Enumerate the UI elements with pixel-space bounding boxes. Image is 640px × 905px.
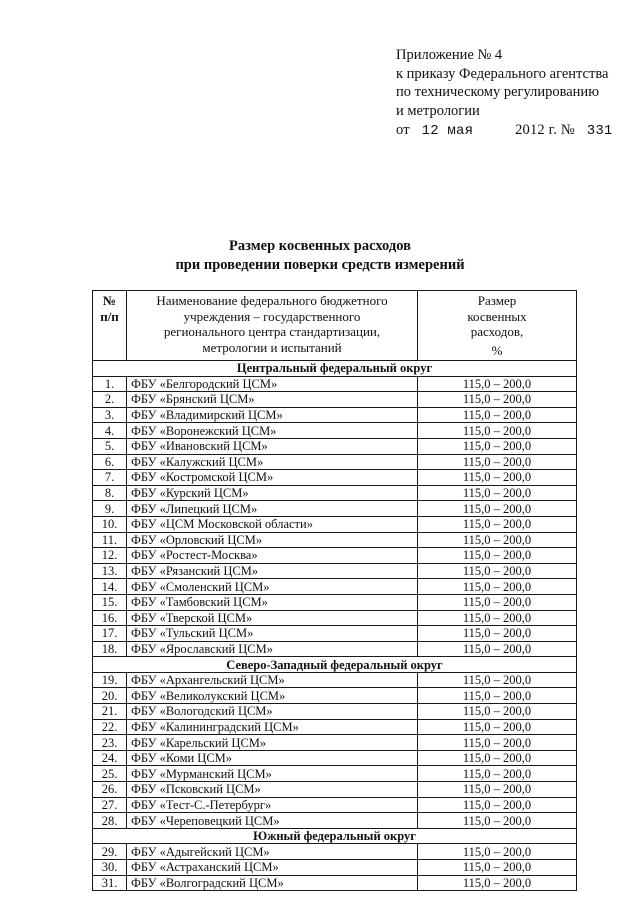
cost-range: 115,0 – 200,0 xyxy=(418,579,577,595)
institution-name: ФБУ «Ярославский ЦСМ» xyxy=(127,641,418,657)
row-number: 18. xyxy=(93,641,127,657)
cost-range: 115,0 – 200,0 xyxy=(418,470,577,486)
appendix-line: к приказу Федерального агентства xyxy=(396,65,609,82)
cost-range: 115,0 – 200,0 xyxy=(418,704,577,720)
row-number: 20. xyxy=(93,688,127,704)
cost-range: 115,0 – 200,0 xyxy=(418,501,577,517)
row-number: 13. xyxy=(93,563,127,579)
cost-range: 115,0 – 200,0 xyxy=(418,563,577,579)
order-date-line xyxy=(396,121,613,141)
cost-range: 115,0 – 200,0 xyxy=(418,516,577,532)
table-row xyxy=(93,579,577,595)
document-title xyxy=(0,237,640,275)
row-number: 25. xyxy=(93,766,127,782)
institution-name: ФБУ «Ивановский ЦСМ» xyxy=(127,438,418,454)
row-number: 8. xyxy=(93,485,127,501)
date-day-month: 12 мая xyxy=(421,123,474,139)
table-body xyxy=(93,361,577,891)
cost-range: 115,0 – 200,0 xyxy=(418,875,577,891)
row-number: 11. xyxy=(93,532,127,548)
row-number: 24. xyxy=(93,750,127,766)
title-line-2: при проведении поверки средств измерений xyxy=(175,257,465,273)
table-header-row xyxy=(93,291,577,361)
row-number: 29. xyxy=(93,844,127,860)
table-row xyxy=(93,563,577,579)
institution-name: ФБУ «Воронежский ЦСМ» xyxy=(127,423,418,439)
row-number: 7. xyxy=(93,470,127,486)
row-number: 26. xyxy=(93,782,127,798)
cost-range: 115,0 – 200,0 xyxy=(418,641,577,657)
table-row xyxy=(93,735,577,751)
row-number: 2. xyxy=(93,392,127,408)
appendix-line: и метрологии xyxy=(396,102,480,119)
section-row xyxy=(93,828,577,844)
table-row xyxy=(93,594,577,610)
cost-range: 115,0 – 200,0 xyxy=(418,532,577,548)
institution-name: ФБУ «Псковский ЦСМ» xyxy=(127,782,418,798)
section-title: Северо-Западный федеральный округ xyxy=(93,657,577,673)
date-year: 2012 г. № xyxy=(515,122,575,138)
institution-name: ФБУ «Тверской ЦСМ» xyxy=(127,610,418,626)
institution-name: ФБУ «Астраханский ЦСМ» xyxy=(127,860,418,876)
cost-range: 115,0 – 200,0 xyxy=(418,438,577,454)
header-value: Размер косвенных расходов, % xyxy=(418,291,577,361)
institution-name: ФБУ «ЦСМ Московской области» xyxy=(127,516,418,532)
row-number: 3. xyxy=(93,407,127,423)
cost-range: 115,0 – 200,0 xyxy=(418,548,577,564)
row-number: 21. xyxy=(93,704,127,720)
table-row xyxy=(93,423,577,439)
cost-range: 115,0 – 200,0 xyxy=(418,813,577,829)
cost-range: 115,0 – 200,0 xyxy=(418,423,577,439)
institution-name: ФБУ «Курский ЦСМ» xyxy=(127,485,418,501)
cost-range: 115,0 – 200,0 xyxy=(418,860,577,876)
cost-range: 115,0 – 200,0 xyxy=(418,766,577,782)
row-number: 12. xyxy=(93,548,127,564)
table-row xyxy=(93,860,577,876)
cost-range: 115,0 – 200,0 xyxy=(418,797,577,813)
cost-range: 115,0 – 200,0 xyxy=(418,672,577,688)
table-row xyxy=(93,672,577,688)
institution-name: ФБУ «Мурманский ЦСМ» xyxy=(127,766,418,782)
cost-range: 115,0 – 200,0 xyxy=(418,392,577,408)
table-row xyxy=(93,844,577,860)
row-number: 27. xyxy=(93,797,127,813)
table-row xyxy=(93,501,577,517)
table-row xyxy=(93,438,577,454)
cost-range: 115,0 – 200,0 xyxy=(418,594,577,610)
order-number: 331 xyxy=(586,123,613,139)
cost-range: 115,0 – 200,0 xyxy=(418,719,577,735)
row-number: 28. xyxy=(93,813,127,829)
table-row xyxy=(93,782,577,798)
institution-name: ФБУ «Тульский ЦСМ» xyxy=(127,626,418,642)
row-number: 22. xyxy=(93,719,127,735)
table-row xyxy=(93,392,577,408)
institution-name: ФБУ «Владимирский ЦСМ» xyxy=(127,407,418,423)
row-number: 30. xyxy=(93,860,127,876)
table-row xyxy=(93,688,577,704)
cost-range: 115,0 – 200,0 xyxy=(418,407,577,423)
row-number: 14. xyxy=(93,579,127,595)
table-row xyxy=(93,470,577,486)
row-number: 15. xyxy=(93,594,127,610)
section-title: Центральный федеральный округ xyxy=(93,361,577,377)
appendix-block xyxy=(396,46,613,141)
row-number: 17. xyxy=(93,626,127,642)
cost-range: 115,0 – 200,0 xyxy=(418,626,577,642)
table-row xyxy=(93,766,577,782)
row-number: 5. xyxy=(93,438,127,454)
section-title: Южный федеральный округ xyxy=(93,828,577,844)
table-row xyxy=(93,875,577,891)
table-row xyxy=(93,548,577,564)
institution-name: ФБУ «Тест-С.-Петербург» xyxy=(127,797,418,813)
row-number: 6. xyxy=(93,454,127,470)
institution-name: ФБУ «Рязанский ЦСМ» xyxy=(127,563,418,579)
institution-name: ФБУ «Адыгейский ЦСМ» xyxy=(127,844,418,860)
table-row xyxy=(93,485,577,501)
institution-name: ФБУ «Калужский ЦСМ» xyxy=(127,454,418,470)
indirect-costs-table xyxy=(92,290,577,891)
cost-range: 115,0 – 200,0 xyxy=(418,688,577,704)
institution-name: ФБУ «Брянский ЦСМ» xyxy=(127,392,418,408)
table-row xyxy=(93,797,577,813)
institution-name: ФБУ «Карельский ЦСМ» xyxy=(127,735,418,751)
appendix-line: Приложение № 4 xyxy=(396,47,503,63)
table-row xyxy=(93,719,577,735)
cost-range: 115,0 – 200,0 xyxy=(418,454,577,470)
section-row xyxy=(93,361,577,377)
table-row xyxy=(93,704,577,720)
table-row xyxy=(93,610,577,626)
row-number: 16. xyxy=(93,610,127,626)
section-row xyxy=(93,657,577,673)
institution-name: ФБУ «Архангельский ЦСМ» xyxy=(127,672,418,688)
row-number: 23. xyxy=(93,735,127,751)
cost-range: 115,0 – 200,0 xyxy=(418,782,577,798)
institution-name: ФБУ «Смоленский ЦСМ» xyxy=(127,579,418,595)
table-row xyxy=(93,532,577,548)
institution-name: ФБУ «Коми ЦСМ» xyxy=(127,750,418,766)
appendix-line: по техническому регулированию xyxy=(396,84,600,100)
cost-range: 115,0 – 200,0 xyxy=(418,610,577,626)
header-name: Наименование федерального бюджетного учреждения – государственного регионального центра стандартизации, метрологии и испытаний xyxy=(127,291,418,361)
table-row xyxy=(93,750,577,766)
institution-name: ФБУ «Костромской ЦСМ» xyxy=(127,470,418,486)
cost-range: 115,0 – 200,0 xyxy=(418,844,577,860)
cost-range: 115,0 – 200,0 xyxy=(418,376,577,392)
institution-name: ФБУ «Белгородский ЦСМ» xyxy=(127,376,418,392)
institution-name: ФБУ «Вологодский ЦСМ» xyxy=(127,704,418,720)
institution-name: ФБУ «Ростест-Москва» xyxy=(127,548,418,564)
table-row xyxy=(93,626,577,642)
row-number: 9. xyxy=(93,501,127,517)
institution-name: ФБУ «Череповецкий ЦСМ» xyxy=(127,813,418,829)
cost-range: 115,0 – 200,0 xyxy=(418,735,577,751)
row-number: 19. xyxy=(93,672,127,688)
table-row xyxy=(93,454,577,470)
institution-name: ФБУ «Липецкий ЦСМ» xyxy=(127,501,418,517)
row-number: 31. xyxy=(93,875,127,891)
institution-name: ФБУ «Волгоградский ЦСМ» xyxy=(127,875,418,891)
title-line-1: Размер косвенных расходов xyxy=(229,238,411,254)
cost-range: 115,0 – 200,0 xyxy=(418,485,577,501)
table-row xyxy=(93,813,577,829)
table-row xyxy=(93,641,577,657)
row-number: 1. xyxy=(93,376,127,392)
cost-range: 115,0 – 200,0 xyxy=(418,750,577,766)
table-row xyxy=(93,376,577,392)
row-number: 10. xyxy=(93,516,127,532)
row-number: 4. xyxy=(93,423,127,439)
institution-name: ФБУ «Великолукский ЦСМ» xyxy=(127,688,418,704)
table-row xyxy=(93,407,577,423)
date-prefix: от xyxy=(396,122,410,138)
header-num: № п/п xyxy=(93,291,127,361)
institution-name: ФБУ «Орловский ЦСМ» xyxy=(127,532,418,548)
table-row xyxy=(93,516,577,532)
institution-name: ФБУ «Калининградский ЦСМ» xyxy=(127,719,418,735)
institution-name: ФБУ «Тамбовский ЦСМ» xyxy=(127,594,418,610)
